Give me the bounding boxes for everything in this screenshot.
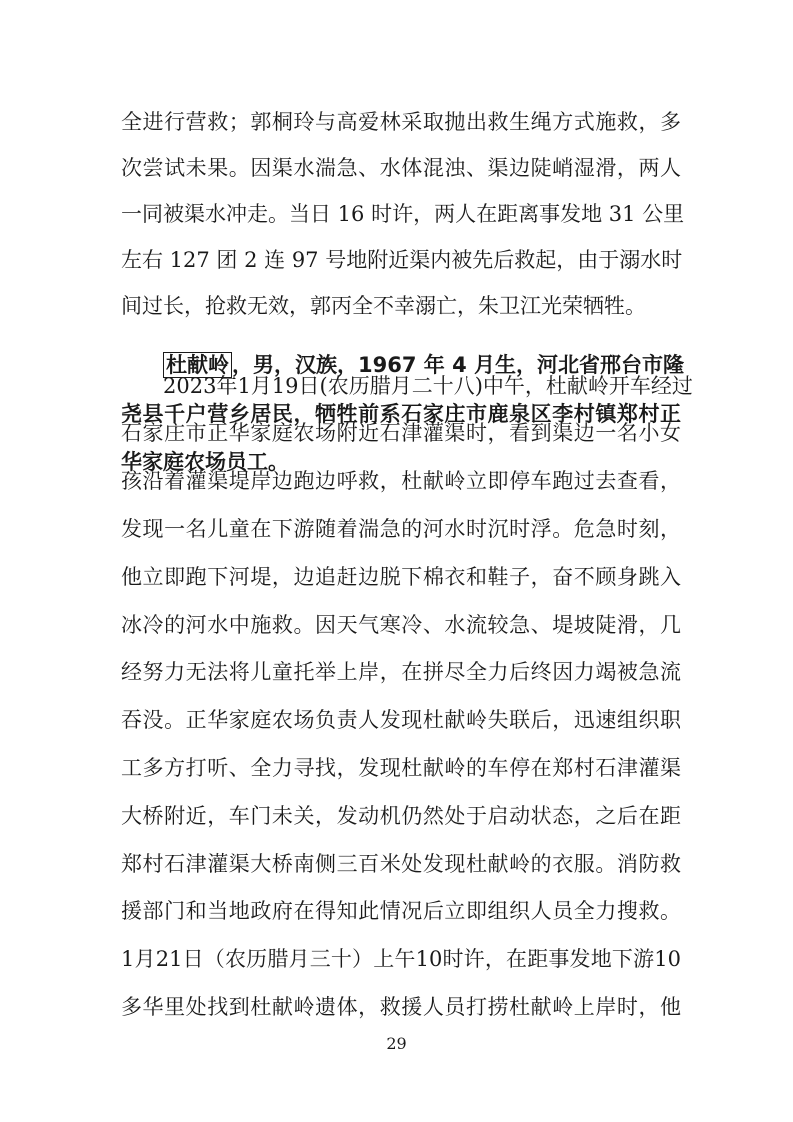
text-line: 间过长，抢救无效，郭丙全不幸溺亡，朱卫江光荣牺牲。 — [121, 294, 646, 318]
text-line: 郑村石津灌渠大桥南侧三百米处发现杜献岭的衣服。消防救 — [121, 852, 681, 876]
text-line: 吞没。正华家庭农场负责人发现杜献岭失联后，迅速组织职 — [121, 708, 681, 732]
text-line: 2023年1月19日(农历腊月二十八)中午，杜献岭开车经过 — [163, 374, 693, 398]
text-line: 1月21日（农历腊月三十）上午10时许，在距事发地下游10 — [121, 947, 681, 971]
text-line: 他立即跑下河堤，边追赶边脱下棉衣和鞋子，奋不顾身跳入 — [121, 565, 681, 589]
text-line: 次尝试未果。因渠水湍急、水体混浊、渠边陡峭湿滑，两人 — [121, 156, 681, 180]
text-line: 经努力无法将儿童托举上岸，在拼尽全力后终因力竭被急流 — [121, 660, 681, 684]
text-line: 孩沿着灌渠堤岸边跑边呼救，杜献岭立即停车跑过去查看， — [121, 469, 681, 493]
profile-heading-line: 华家庭农场员工。 — [121, 450, 289, 474]
person-name: 杜献岭 — [163, 352, 232, 378]
text-line: 冰冷的河水中施救。因天气寒冷、水流较急、堤坡陡滑，几 — [121, 613, 681, 637]
text-line: 全进行营救；郭桐玲与高爱林采取抛出救生绳方式施救，多 — [121, 110, 681, 134]
text-line: 援部门和当地政府在得知此情况后立即组织人员全力搜救。 — [121, 899, 681, 923]
text-line: 左右 127 团 2 连 97 号地附近渠内被先后救起，由于溺水时 — [121, 248, 683, 272]
text-line: 工多方打听、全力寻找，发现杜献岭的车停在郑村石津灌渠 — [121, 756, 681, 780]
text-line: 大桥附近，车门未关，发动机仍然处于启动状态，之后在距 — [121, 804, 681, 828]
heading-text: ，男，汉族，1967 年 4 月生，河北省邢台市隆 — [232, 353, 684, 377]
profile-heading-line: 尧县千户营乡居民，牺牲前系石家庄市鹿泉区李村镇郑村正 — [121, 402, 681, 426]
page-number: 29 — [386, 1034, 407, 1053]
text-line: 石家庄市正华家庭农场附近石津灌渠时，看到渠边一名小女 — [121, 421, 681, 445]
text-line: 发现一名儿童在下游随着湍急的河水时沉时浮。危急时刻， — [121, 517, 681, 541]
text-line: 一同被渠水冲走。当日 16 时许，两人在距离事发地 31 公里 — [121, 202, 685, 226]
text-line: 多华里处找到杜献岭遗体，救援人员打捞杜献岭上岸时，他 — [121, 995, 681, 1019]
